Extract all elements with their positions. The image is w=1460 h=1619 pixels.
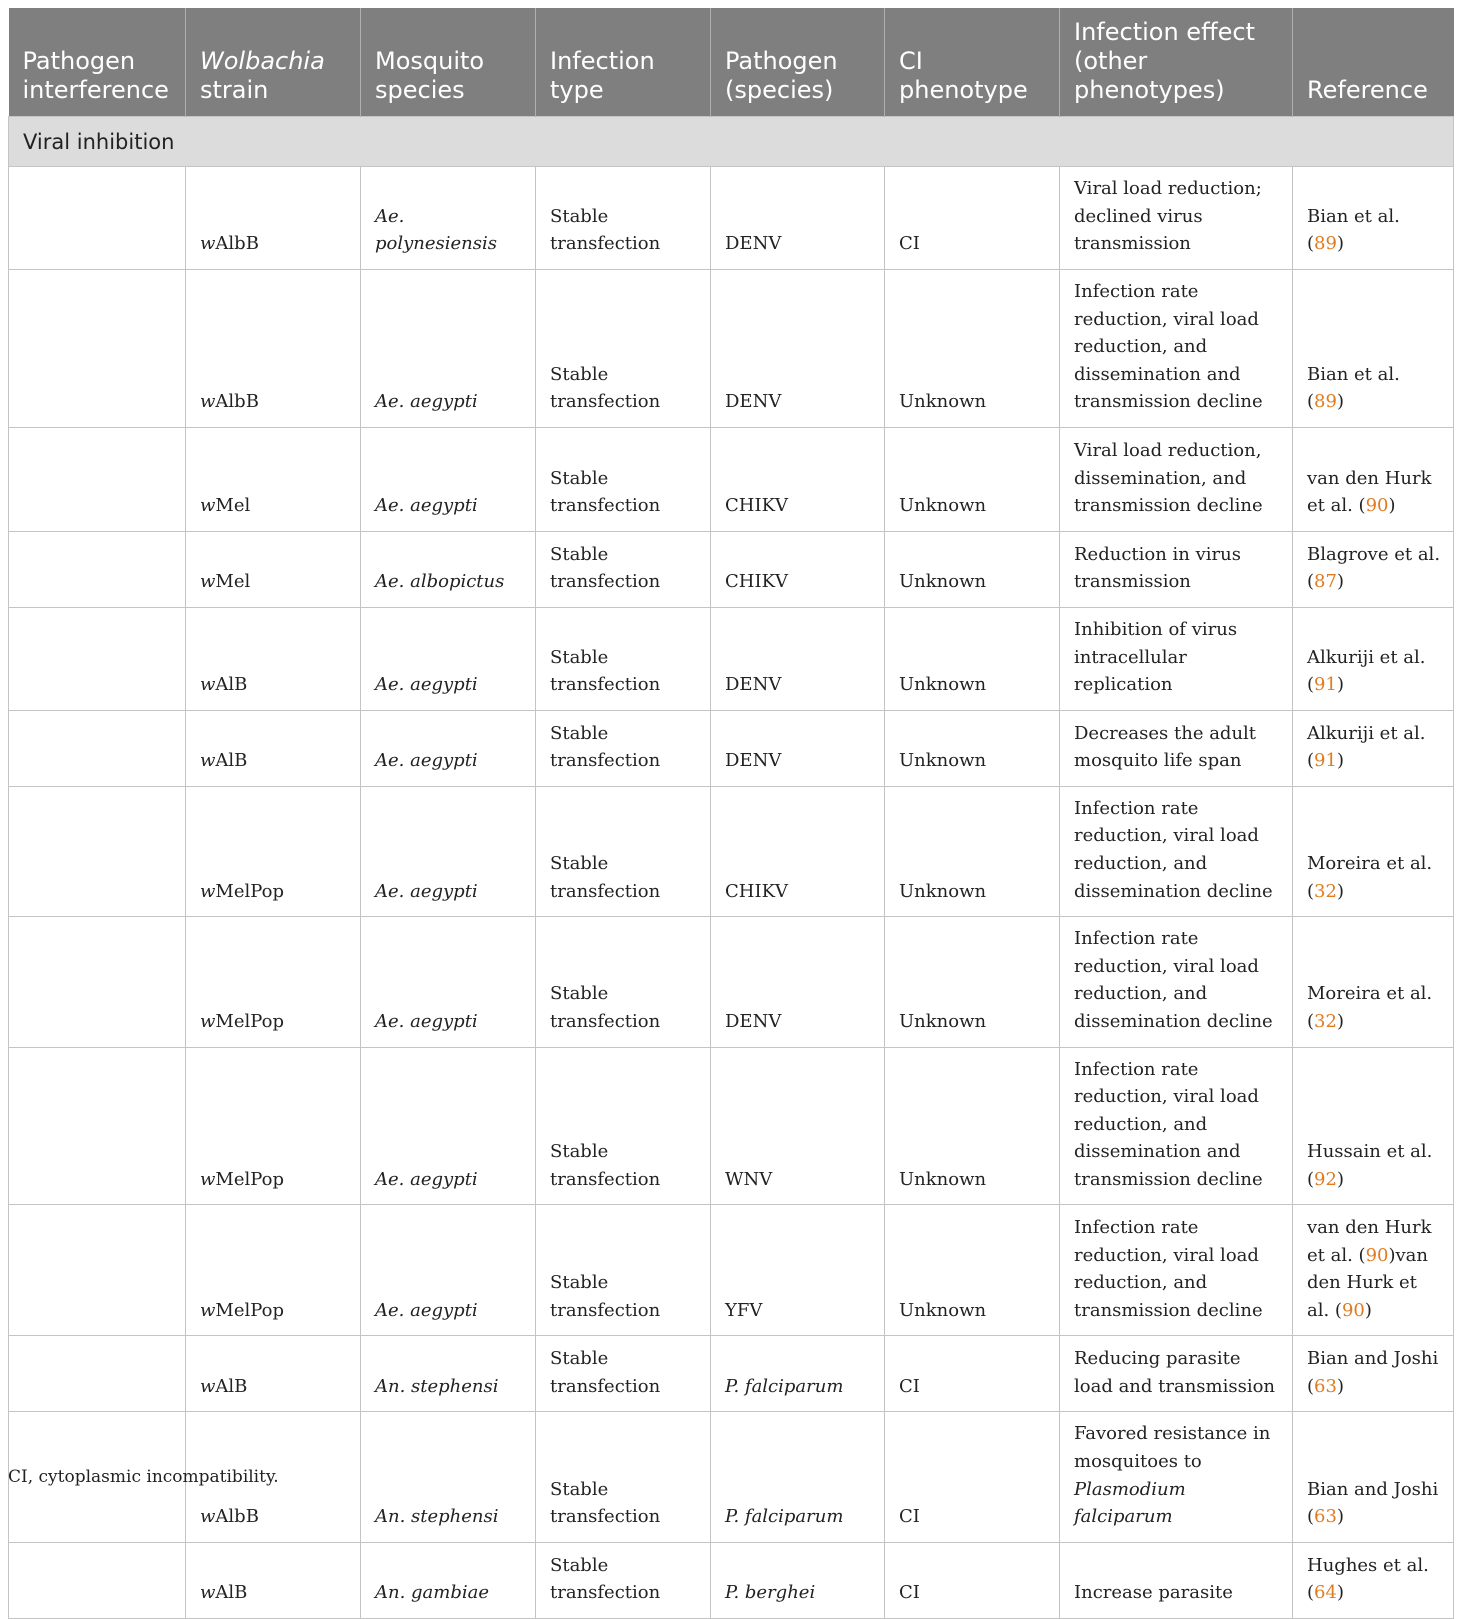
- infection-type: Stable transfection: [550, 1348, 661, 1397]
- pathogen-name: WNV: [725, 1168, 773, 1190]
- ref-prefix: Moreira et al. (: [1307, 983, 1433, 1032]
- ci-phenotype: Unknown: [899, 391, 987, 413]
- strain-prefix: w: [200, 1506, 216, 1528]
- infection-type: Stable transfection: [550, 646, 661, 696]
- ci-phenotype: Unknown: [899, 880, 987, 902]
- cell-infection-type: [536, 1205, 711, 1336]
- cell-infection-effect: [1060, 531, 1293, 607]
- strain-prefix: w: [200, 674, 216, 696]
- header-wolbachia-word: Wolbachia: [200, 47, 325, 75]
- header-pathogen-interference: Pathogen interference: [9, 8, 186, 117]
- strain-name: AlbB: [215, 1506, 259, 1528]
- strain-prefix: w: [200, 1582, 216, 1604]
- ref-prefix: Bian and Joshi (: [1307, 1348, 1439, 1397]
- ci-phenotype: Unknown: [899, 1010, 987, 1032]
- ref-suffix-2: ): [1364, 1299, 1372, 1321]
- cell-infection-effect: [1060, 1047, 1293, 1205]
- cell-ci-phenotype: [885, 167, 1060, 270]
- header-strain-word: strain: [200, 76, 269, 104]
- effect-text: Infection rate reduction, viral load reduction, and dissemination decline: [1074, 928, 1273, 1032]
- strain-prefix: w: [200, 1168, 216, 1190]
- cell-strain: [186, 1542, 361, 1618]
- cell-ci-phenotype: [885, 710, 1060, 786]
- cell-infection-type: [536, 270, 711, 428]
- table-row: [9, 607, 1454, 710]
- table-row: [9, 1542, 1454, 1618]
- cell-ci-phenotype: [885, 607, 1060, 710]
- infection-type: Stable transfection: [550, 852, 661, 902]
- cell-reference: [1293, 270, 1454, 428]
- cell-reference: [1293, 607, 1454, 710]
- ref-prefix: Bian et al. (: [1307, 205, 1400, 255]
- ref-suffix: ): [1336, 1582, 1344, 1604]
- cell-infection-type: [536, 1336, 711, 1412]
- cell-pathogen: [711, 786, 885, 916]
- cell-strain: [186, 427, 361, 531]
- ref-suffix: ): [1388, 495, 1396, 517]
- strain-name: AlB: [215, 750, 248, 772]
- effect-text: Inhibition of virus intracellular replication: [1074, 618, 1238, 696]
- cell-strain: [186, 1205, 361, 1336]
- ref-prefix: van den Hurk et al. (: [1307, 467, 1432, 517]
- ci-phenotype: CI: [899, 1375, 920, 1397]
- cell-pathogen: [711, 917, 885, 1047]
- cell-reference: [1293, 1205, 1454, 1336]
- cell-ci-phenotype: [885, 1412, 1060, 1542]
- cell-infection-type: [536, 1412, 711, 1542]
- cell-mosquito-species: [361, 531, 536, 607]
- header-pathogen-species: Pathogen (species): [711, 8, 885, 117]
- cell-infection-effect: [1060, 786, 1293, 916]
- cell-pathogen: [711, 167, 885, 270]
- ref-number: 64: [1314, 1582, 1337, 1604]
- cell-strain: [186, 531, 361, 607]
- ci-phenotype: CI: [899, 1506, 920, 1528]
- cell-pathogen-interference: [9, 1336, 186, 1412]
- cell-pathogen-interference: [9, 1047, 186, 1205]
- cell-reference: [1293, 1336, 1454, 1412]
- cell-infection-effect: [1060, 167, 1293, 270]
- cell-infection-type: [536, 531, 711, 607]
- ref-prefix: Blagrove et al. (: [1307, 543, 1441, 593]
- cell-reference: [1293, 167, 1454, 270]
- cell-pathogen: [711, 1542, 885, 1618]
- strain-prefix: w: [200, 1299, 216, 1321]
- header-infection-effect: Infection effect (other phenotypes): [1060, 8, 1293, 117]
- footnote: CI, cytoplasmic incompatibility.: [8, 1467, 279, 1487]
- cell-ci-phenotype: [885, 1336, 1060, 1412]
- header-ci-phenotype: CI phenotype: [885, 8, 1060, 117]
- table-container: [8, 8, 1453, 1619]
- ci-phenotype: Unknown: [899, 571, 987, 593]
- cell-infection-type: [536, 710, 711, 786]
- effect-text: Favored resistance in mosquitoes to: [1074, 1423, 1271, 1473]
- cell-infection-effect: [1060, 710, 1293, 786]
- cell-mosquito-species: [361, 427, 536, 531]
- species-name: Ae. aegypti: [375, 674, 478, 696]
- cell-pathogen: [711, 1336, 885, 1412]
- infection-type: Stable transfection: [550, 722, 661, 772]
- cell-strain: [186, 167, 361, 270]
- ci-phenotype: CI: [899, 1582, 920, 1604]
- cell-pathogen-interference: [9, 1205, 186, 1336]
- cell-ci-phenotype: [885, 786, 1060, 916]
- cell-infection-effect: [1060, 1336, 1293, 1412]
- effect-text: Infection rate reduction, viral load reduction, and dissemination and transmission decline: [1074, 1058, 1263, 1190]
- cell-pathogen-interference: [9, 167, 186, 270]
- effect-text: Viral load reduction; declined virus transmission: [1074, 178, 1262, 255]
- table-row: [9, 917, 1454, 1047]
- pathogen-name: DENV: [725, 233, 782, 255]
- ref-number: 87: [1314, 571, 1337, 593]
- ref-number-2: 90: [1341, 1299, 1365, 1321]
- pathogen-name: P. falciparum: [725, 1506, 844, 1528]
- strain-name: AlB: [215, 674, 248, 696]
- cell-infection-type: [536, 786, 711, 916]
- ref-prefix: Hussain et al. (: [1307, 1141, 1433, 1190]
- effect-text: Infection rate reduction, viral load reduction, and transmission decline: [1074, 1217, 1263, 1321]
- ref-suffix: ): [1336, 391, 1344, 413]
- cell-pathogen: [711, 607, 885, 710]
- cell-strain: [186, 786, 361, 916]
- species-name: Ae. aegypti: [375, 1299, 478, 1321]
- infection-type: Stable transfection: [550, 543, 661, 593]
- cell-pathogen-interference: [9, 270, 186, 428]
- ref-suffix: ): [1336, 571, 1344, 593]
- pathogen-name: CHIKV: [725, 880, 789, 902]
- effect-text: Increase parasite: [1074, 1582, 1233, 1604]
- effect-text: Decreases the adult mosquito life span: [1074, 722, 1257, 772]
- effect-text: Infection rate reduction, viral load reduction, and dissemination decline: [1074, 797, 1273, 902]
- pathogen-name: DENV: [725, 750, 782, 772]
- ref-number: 89: [1314, 233, 1337, 255]
- cell-infection-effect: [1060, 917, 1293, 1047]
- cell-ci-phenotype: [885, 1047, 1060, 1205]
- cell-mosquito-species: [361, 917, 536, 1047]
- strain-prefix: w: [200, 1010, 216, 1032]
- species-name: Ae. aegypti: [375, 1168, 478, 1190]
- table-row: [9, 1205, 1454, 1336]
- cell-infection-effect: [1060, 1205, 1293, 1336]
- ref-suffix: ): [1336, 1010, 1344, 1032]
- ref-suffix: ): [1336, 880, 1344, 902]
- ref-number: 90: [1365, 1244, 1389, 1266]
- species-name: Ae. aegypti: [375, 495, 478, 517]
- cell-infection-type: [536, 917, 711, 1047]
- ref-number: 90: [1365, 495, 1389, 517]
- ref-number: 32: [1314, 880, 1337, 902]
- cell-pathogen: [711, 1412, 885, 1542]
- ref-suffix: ): [1336, 674, 1344, 696]
- cell-infection-effect: [1060, 1412, 1293, 1542]
- cell-strain: [186, 1047, 361, 1205]
- cell-reference: [1293, 427, 1454, 531]
- header-wolbachia-strain: [186, 8, 361, 117]
- strain-prefix: w: [200, 880, 216, 902]
- infection-type: Stable transfection: [550, 1478, 661, 1528]
- ref-prefix: Hughes et al. (: [1307, 1554, 1429, 1604]
- cell-reference: [1293, 786, 1454, 916]
- strain-name: AlbB: [215, 391, 259, 413]
- table-row: [9, 270, 1454, 428]
- cell-infection-type: [536, 167, 711, 270]
- pathogen-name: CHIKV: [725, 571, 789, 593]
- pathogen-name: DENV: [725, 391, 782, 413]
- cell-pathogen: [711, 1205, 885, 1336]
- ref-prefix: Alkuriji et al. (: [1307, 722, 1426, 772]
- strain-name: Mel: [215, 495, 251, 517]
- strain-name: MelPop: [215, 1168, 285, 1190]
- cell-infection-effect: [1060, 427, 1293, 531]
- cell-reference: [1293, 531, 1454, 607]
- cell-reference: [1293, 1542, 1454, 1618]
- pathogen-name: DENV: [725, 1010, 782, 1032]
- table-row: [9, 427, 1454, 531]
- cell-mosquito-species: [361, 1205, 536, 1336]
- ref-number: 32: [1314, 1010, 1337, 1032]
- strain-prefix: w: [200, 750, 216, 772]
- cell-pathogen: [711, 710, 885, 786]
- cell-pathogen-interference: [9, 710, 186, 786]
- cell-reference: [1293, 710, 1454, 786]
- cell-pathogen-interference: [9, 531, 186, 607]
- ci-phenotype: Unknown: [899, 674, 987, 696]
- ref-suffix: ): [1336, 1375, 1344, 1397]
- cell-infection-effect: [1060, 270, 1293, 428]
- cell-pathogen-interference: [9, 917, 186, 1047]
- cell-infection-effect: [1060, 607, 1293, 710]
- header-mosquito-species: Mosquito species: [361, 8, 536, 117]
- cell-mosquito-species: [361, 1047, 536, 1205]
- ref-suffix: )van den Hurk et al. (: [1307, 1244, 1428, 1321]
- infection-type: Stable transfection: [550, 363, 661, 413]
- ref-suffix: ): [1336, 750, 1344, 772]
- cell-strain: [186, 270, 361, 428]
- cell-strain: [186, 1336, 361, 1412]
- strain-name: MelPop: [215, 1299, 285, 1321]
- table-row: [9, 1336, 1454, 1412]
- species-name: An. gambiae: [375, 1582, 490, 1604]
- cell-pathogen: [711, 531, 885, 607]
- cell-mosquito-species: [361, 1336, 536, 1412]
- strain-prefix: w: [200, 233, 216, 255]
- cell-pathogen: [711, 270, 885, 428]
- strain-prefix: w: [200, 391, 216, 413]
- ci-phenotype: Unknown: [899, 495, 987, 517]
- pathogen-name: P. falciparum: [725, 1375, 844, 1397]
- section-label: Viral inhibition: [9, 117, 1454, 167]
- infection-type: Stable transfection: [550, 1272, 661, 1321]
- ref-prefix: Bian et al. (: [1307, 363, 1400, 413]
- species-name: Ae. aegypti: [375, 880, 478, 902]
- species-name: Ae. aegypti: [375, 391, 478, 413]
- table-row: [9, 531, 1454, 607]
- effect-text: Infection rate reduction, viral load reduction, and dissemination and transmission decline: [1074, 281, 1263, 413]
- ci-phenotype: Unknown: [899, 750, 987, 772]
- cell-reference: [1293, 1047, 1454, 1205]
- table-row: [9, 786, 1454, 916]
- cell-pathogen-interference: [9, 607, 186, 710]
- cell-reference: [1293, 917, 1454, 1047]
- effect-text: Reduction in virus transmission: [1074, 543, 1241, 593]
- cell-ci-phenotype: [885, 427, 1060, 531]
- section-row: [9, 117, 1454, 167]
- strain-name: AlbB: [215, 233, 259, 255]
- cell-ci-phenotype: [885, 1542, 1060, 1618]
- cell-strain: [186, 917, 361, 1047]
- infection-type: Stable transfection: [550, 1554, 661, 1604]
- pathogen-name: P. berghei: [725, 1582, 816, 1604]
- cell-infection-effect: [1060, 1542, 1293, 1618]
- ref-number: 92: [1314, 1168, 1337, 1190]
- cell-mosquito-species: [361, 786, 536, 916]
- effect-italic-text: Plasmodium falciparum: [1074, 1478, 1186, 1528]
- table-row: [9, 710, 1454, 786]
- data-table: [8, 8, 1454, 1619]
- effect-text: Reducing parasite load and transmission: [1074, 1348, 1276, 1397]
- ref-number: 63: [1314, 1506, 1337, 1528]
- header-infection-type: Infection type: [536, 8, 711, 117]
- ref-prefix: van den Hurk et al. (: [1307, 1217, 1432, 1266]
- infection-type: Stable transfection: [550, 1141, 661, 1190]
- species-name: Ae. albopictus: [375, 571, 505, 593]
- cell-infection-type: [536, 427, 711, 531]
- cell-pathogen-interference: [9, 427, 186, 531]
- species-name: An. stephensi: [375, 1375, 499, 1397]
- ref-suffix: ): [1336, 1168, 1344, 1190]
- ref-suffix: ): [1336, 1506, 1344, 1528]
- effect-text: Viral load reduction, dissemination, and transmission decline: [1074, 440, 1263, 517]
- strain-name: Mel: [215, 571, 251, 593]
- ref-prefix: Alkuriji et al. (: [1307, 646, 1426, 696]
- cell-mosquito-species: [361, 167, 536, 270]
- infection-type: Stable transfection: [550, 467, 661, 517]
- ref-suffix: ): [1336, 233, 1344, 255]
- species-name: Ae. aegypti: [375, 1010, 478, 1032]
- pathogen-name: CHIKV: [725, 495, 789, 517]
- ref-prefix: Moreira et al. (: [1307, 852, 1433, 902]
- cell-mosquito-species: [361, 270, 536, 428]
- table-row: [9, 167, 1454, 270]
- strain-name: MelPop: [215, 1010, 285, 1032]
- cell-strain: [186, 607, 361, 710]
- ref-number: 91: [1314, 750, 1337, 772]
- pathogen-name: YFV: [725, 1299, 763, 1321]
- header-row: [9, 8, 1454, 117]
- table-row: [9, 1047, 1454, 1205]
- cell-infection-type: [536, 1047, 711, 1205]
- species-name: An. stephensi: [375, 1506, 499, 1528]
- cell-ci-phenotype: [885, 1205, 1060, 1336]
- cell-pathogen-interference: [9, 1542, 186, 1618]
- species-name: Ae. polynesiensis: [375, 205, 498, 255]
- strain-prefix: w: [200, 1375, 216, 1397]
- strain-prefix: w: [200, 571, 216, 593]
- strain-name: AlB: [215, 1375, 248, 1397]
- ref-number: 63: [1314, 1375, 1337, 1397]
- infection-type: Stable transfection: [550, 205, 661, 255]
- cell-infection-type: [536, 607, 711, 710]
- ref-number: 89: [1314, 391, 1337, 413]
- ci-phenotype: Unknown: [899, 1299, 987, 1321]
- cell-ci-phenotype: [885, 531, 1060, 607]
- infection-type: Stable transfection: [550, 983, 661, 1032]
- ref-prefix: Bian and Joshi (: [1307, 1478, 1439, 1528]
- ci-phenotype: CI: [899, 233, 920, 255]
- species-name: Ae. aegypti: [375, 750, 478, 772]
- cell-pathogen: [711, 427, 885, 531]
- cell-ci-phenotype: [885, 917, 1060, 1047]
- ref-number: 91: [1314, 674, 1337, 696]
- cell-mosquito-species: [361, 607, 536, 710]
- cell-pathogen: [711, 1047, 885, 1205]
- cell-ci-phenotype: [885, 270, 1060, 428]
- strain-name: MelPop: [215, 880, 285, 902]
- strain-prefix: w: [200, 495, 216, 517]
- pathogen-name: DENV: [725, 674, 782, 696]
- cell-pathogen-interference: [9, 786, 186, 916]
- cell-strain: [186, 710, 361, 786]
- cell-mosquito-species: [361, 710, 536, 786]
- header-reference: Reference: [1293, 8, 1454, 117]
- cell-reference: [1293, 1412, 1454, 1542]
- cell-mosquito-species: [361, 1412, 536, 1542]
- ci-phenotype: Unknown: [899, 1168, 987, 1190]
- cell-mosquito-species: [361, 1542, 536, 1618]
- cell-infection-type: [536, 1542, 711, 1618]
- strain-name: AlB: [215, 1582, 248, 1604]
